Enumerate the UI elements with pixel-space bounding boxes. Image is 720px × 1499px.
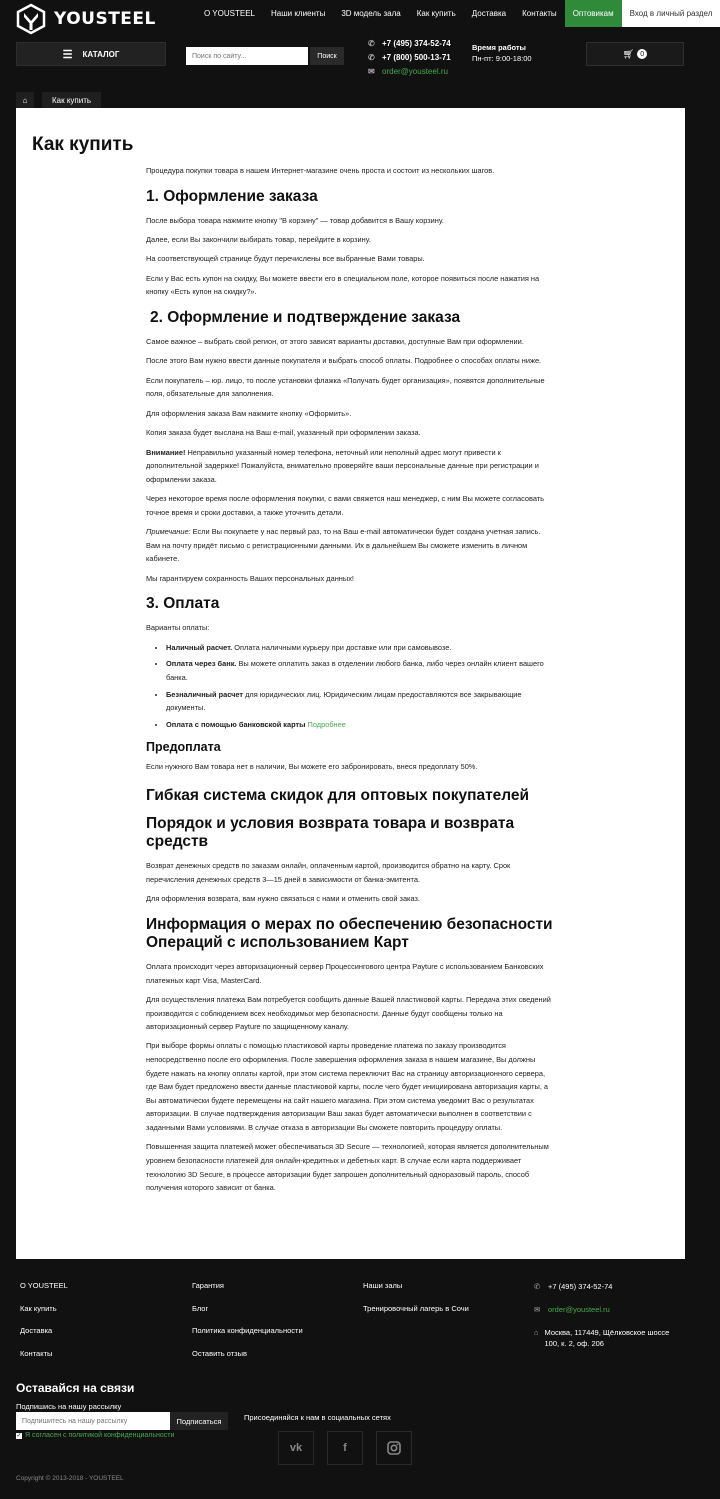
top-bar (0, 0, 713, 29)
note-text: Если Вы покупаете у нас первый раз, то на Ваш e-mail автоматически будет создана учетная запись. Вам на почту придёт письмо с регистрационными данными. Их в дальнейшем Вы сможете изменить в личном кабинете. (146, 527, 541, 564)
security-title: Информация о мерах по обеспечению безопасности Операций с использованием Карт (146, 915, 553, 951)
phone-icon: ✆ (368, 52, 375, 62)
nav-about[interactable]: O YOUSTEEL (204, 9, 255, 18)
footer-link[interactable]: Как купить (20, 1303, 57, 1313)
paragraph: Далее, если Вы закончили выбирать товар, перейдите в корзину. (146, 234, 371, 244)
nav-contacts[interactable]: Контакты (522, 9, 557, 18)
social-links (278, 1431, 425, 1465)
list-item (166, 718, 556, 732)
subscribe-button[interactable]: Подписаться (170, 1412, 228, 1430)
instagram-icon[interactable] (376, 1431, 412, 1465)
footer-contacts (534, 1281, 684, 1361)
discount-title: Гибкая система скидок для оптовых покупателей (146, 787, 530, 805)
footer-link[interactable]: Блог (192, 1303, 209, 1313)
subscribe-form (16, 1412, 228, 1430)
footer-email[interactable]: order@yousteel.ru (548, 1305, 610, 1314)
paragraph: Для осуществления платежа Вам потребуется сообщить данные Вашей пластиковой карты. Передача этих сведений производится с соблюдением всех необходимых мер безопасности. Данные будут сообщены только на авторизационный сервер Payture по защищенному каналу. (146, 994, 551, 1032)
facebook-icon[interactable]: f (327, 1431, 363, 1465)
copyright: Copyright © 2013-2018 - YOUSTEEL (16, 1475, 124, 1482)
payment-name: Безналичный расчет (166, 689, 244, 699)
payment-name: Оплата с помощью банковской карты (166, 720, 306, 730)
paragraph: Возврат денежных средств по заказам онлайн, оплаченным картой, производится обратно на карту. Срок перечисления денежных средств 3—15 дней в зависимости от банка-эмитента. (146, 861, 511, 884)
paragraph: Мы гарантируем сохранность Ваших персональных данных! (146, 573, 354, 583)
payment-list (166, 641, 556, 732)
footer (0, 1259, 700, 1499)
payment-desc: для юридических лиц. Юридическим лицам предоставляются все закрывающие документы. (166, 689, 522, 713)
paragraph: На соответствующей странице будут перечислены все выбранные Вами товары. (146, 254, 425, 264)
footer-link[interactable]: Политика конфиденциальности (192, 1326, 303, 1335)
cart-count-badge: 0 (637, 49, 647, 59)
search-input[interactable] (186, 47, 308, 65)
list-item (166, 657, 556, 684)
home-icon: ⌂ (534, 1328, 539, 1337)
content-area (16, 108, 685, 1259)
paragraph: Оплата происходит через авторизационный сервер Процессингового центра Payture с использованием Банковских платежных карт Visa, MasterCard. (146, 961, 544, 985)
cart-icon: 🛒︎ (622, 48, 635, 59)
paragraph: Если у Вас есть купон на скидку, Вы можете ввести его в специальном поле, которое появиться после нажатия на кнопку «Есть купон на скидку?». (146, 273, 540, 297)
footer-address: Москва, 117449, Щёлковское шоссе 100, к. 2, оф. 206 (544, 1328, 670, 1348)
search-form (186, 47, 344, 65)
paragraph: При выборе формы оплаты с помощью пластиковой карты проведение платежа по заказу производится непосредственно после его оформления. После завершения оформления заказа в нашем магазине, Вы должны будете нажать на кнопку оплаты картой, при этом система переключит Вас на страницу авторизационного сервера, где Вам будет предложено ввести данные пластиковой карты, после чего будет инициирована авторизация карты, а Вы автоматически будете перемещены на сайт нашего магазина. При этом система уведомит Вас о результатах авторизации. В случае подтверждения авторизации Ваш заказ будет автоматически выполнен в соответствии с заданными Вами условиями. В случае отказа в авторизации Вы сможете повторить процедуру оплаты. (146, 1041, 549, 1133)
paragraph: Повышенная защита платежей может обеспечиваться 3D Secure — технологией, которая является дополнительным уровнем безопасности платежей для онлайн-кредитных и дебетных карт. В случае если карта поддерживает технологию 3D Secure, в процессе авторизации будет запрошен дополнительный одноразовый пароль, способ получения которого зависит от банка. (146, 1142, 549, 1193)
breadcrumb (16, 92, 101, 108)
page-title: Как купить (32, 134, 134, 155)
list-item (166, 641, 556, 655)
worktime-value: Пн-пт: 9:00-18:00 (472, 54, 532, 63)
subscribe-label: Подпишись на нашу рассылку (16, 1402, 122, 1411)
nav-wholesale-button[interactable]: Оптовикам (565, 0, 622, 27)
paragraph: Если покупатель – юр. лицо, то после установки флажка «Получать будет организация», появятся дополнительные поля, обязательные для заполнения. (146, 375, 545, 399)
social-label: Присоединяйся к нам в социальных сетях (244, 1413, 391, 1422)
paragraph: Если нужного Вам товара нет в наличии, Вы можете его забронировать, внеся предоплату 50%. (146, 761, 478, 771)
warning-paragraph (146, 446, 556, 487)
email-link[interactable]: order@yousteel.ru (382, 66, 448, 76)
section-1-title: 1. Оформление заказа (146, 187, 318, 205)
agree-checkbox-row[interactable] (16, 1432, 174, 1439)
logo-mark-icon (16, 4, 46, 34)
worktime-title: Время работы (472, 43, 526, 52)
nav-delivery[interactable]: Доставка (471, 9, 507, 18)
warning-text: Неправильно указанный номер телефона, неточный или неполный адрес могут привести к дополнительной задержке! Пожалуйста, внимательно проверяйте ваши персональные данные при регистрации и оформлении заказа. (146, 447, 539, 484)
nav-how-to-buy[interactable]: Как купить (416, 9, 456, 18)
mail-icon: ✉ (534, 1305, 541, 1314)
work-time (472, 42, 532, 64)
top-nav (196, 0, 720, 28)
breadcrumb-current: Как купить (42, 92, 101, 108)
return-title: Порядок и условия возврата товара и возврата средств (146, 815, 515, 851)
payment-desc: Оплата наличными курьеру при доставке или при самовывозе. (232, 642, 452, 652)
prepay-title: Предоплата (146, 739, 221, 754)
paragraph: Копия заказа будет выслана на Ваш e-mail, указанный при оформлении заказа. (146, 428, 421, 438)
phone-1[interactable]: +7 (495) 374-52-74 (382, 38, 451, 48)
payment-name: Оплата через банк. (166, 659, 237, 669)
agree-text[interactable]: Я согласен с политикой конфиденциальности (25, 1432, 175, 1439)
logo-text: YOUSTEEL (54, 9, 156, 29)
phone-icon: ✆ (534, 1282, 541, 1291)
note-label: Примечание: (146, 527, 191, 537)
paragraph: После выбора товара нажмите кнопку "В корзину" — товар добавится в Вашу корзину. (146, 215, 444, 225)
cabinet-login-button[interactable]: Вход в личный раздел (622, 0, 720, 27)
catalog-button[interactable] (16, 42, 166, 66)
phone-2[interactable]: +7 (800) 500-13-71 (382, 52, 451, 62)
footer-link[interactable]: Тренировочный лагерь в Сочи (363, 1303, 469, 1313)
footer-link[interactable]: O YOUSTEEL (20, 1281, 68, 1290)
home-icon[interactable]: ⌂ (16, 92, 34, 108)
nav-clients[interactable]: Наши клиенты (270, 9, 326, 18)
checkbox-icon[interactable]: ✓ (16, 1433, 22, 1439)
footer-col-1 (20, 1281, 68, 1371)
paragraph: После этого Вам нужно ввести данные покупателя и выбрать способ оплаты. Подробнее о способах оплаты ниже. (146, 356, 542, 366)
phone-icon: ✆ (368, 38, 375, 48)
stay-in-touch-title: Оставайся на связи (16, 1381, 135, 1395)
note-paragraph (146, 525, 556, 566)
cart-button[interactable] (586, 42, 684, 66)
payment-desc: Вы можете оплатить заказ в отделении любого банка, либо через онлайн клиент вашего банка. (166, 659, 544, 682)
footer-link[interactable]: Оставить отзыв (192, 1348, 247, 1358)
footer-col-2 (192, 1281, 303, 1371)
payment-name: Наличный расчет. (166, 642, 233, 652)
footer-link[interactable]: Доставка (20, 1326, 53, 1335)
more-link[interactable]: Подробнее (307, 720, 346, 730)
list-item (166, 688, 556, 715)
footer-phone[interactable]: +7 (495) 374-52-74 (548, 1282, 613, 1291)
search-button[interactable]: Поиск (310, 47, 344, 65)
section-3-title: 3. Оплата (146, 595, 220, 613)
paragraph: Для оформления заказа Вам нажмите кнопку «Оформить». (146, 408, 352, 418)
nav-3d-model[interactable]: 3D модель зала (341, 9, 401, 18)
section-2-title: 2. Оформление и подтверждение заказа (150, 308, 461, 326)
paragraph: Через некоторое время после оформления покупки, с вами свяжется наш менеджер, с ним Вы можете согласовать точное время и сроки доставки, а также уточнить детали. (146, 494, 545, 517)
footer-link[interactable]: Наши залы (363, 1281, 403, 1290)
paragraph: Для оформления возврата, вам нужно связаться с нами и отменить свой заказ. (146, 894, 420, 904)
footer-link[interactable]: Гарантия (192, 1281, 224, 1290)
menu-icon: ☰ (62, 48, 73, 61)
warning-label: Внимание! (146, 447, 186, 457)
article (146, 164, 556, 1201)
header-contacts (368, 36, 451, 78)
logo[interactable] (16, 4, 156, 34)
footer-col-3 (363, 1281, 469, 1326)
catalog-label: КАТАЛОГ (82, 49, 120, 59)
intro-text: Процедура покупки товара в нашем Интернет-магазине очень проста и состоит из нескольких шагов. (146, 166, 495, 175)
paragraph: Самое важное – выбрать свой регион, от этого зависят варианты доставки, доступные Вам при оформлении. (146, 336, 524, 346)
vk-icon[interactable]: vk (278, 1431, 314, 1465)
mail-icon: ✉ (368, 66, 375, 76)
subscribe-input[interactable] (16, 1412, 170, 1430)
footer-link[interactable]: Контакты (20, 1348, 53, 1358)
paragraph: Варианты оплаты: (146, 623, 210, 633)
